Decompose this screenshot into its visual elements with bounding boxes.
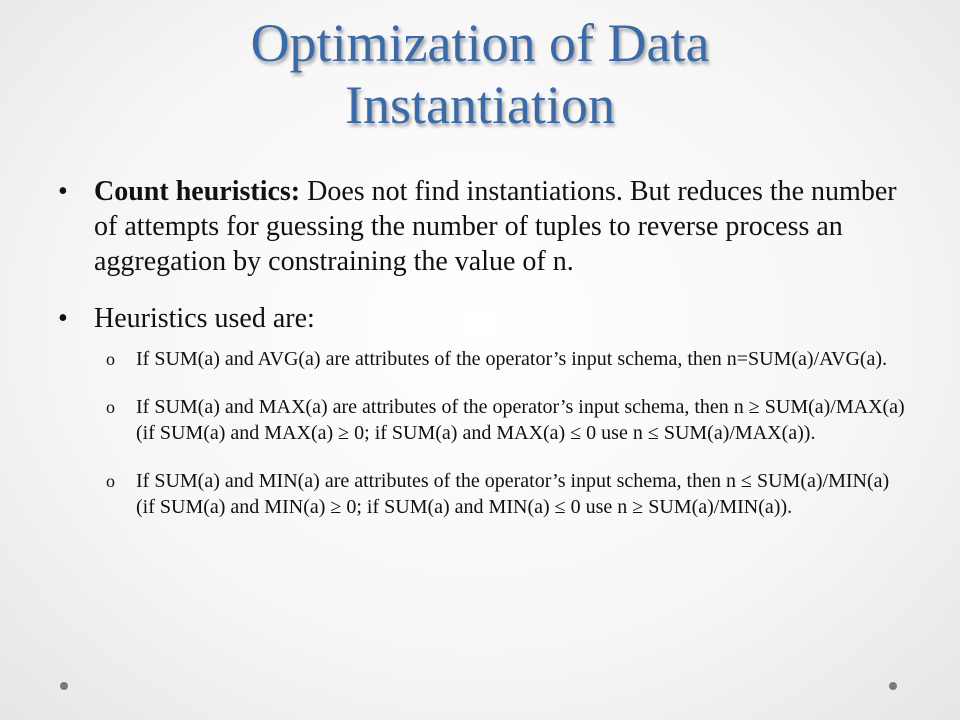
bullet-text: Does not find instantiations. But reduces the number of attempts for guessing the number of tuples to reverse process an aggregation by constraining the value of n.: [94, 176, 897, 277]
corner-dot-right: [889, 682, 897, 690]
bullet-bold-label: Count heuristics:: [94, 176, 301, 207]
corner-dot-left: [60, 682, 68, 690]
sub-bullet-text: If SUM(a) and AVG(a) are attributes of the operator’s input schema, then n=SUM(a)/AVG(a).: [136, 348, 888, 370]
sub-bullet-marker: o: [106, 397, 115, 417]
sub-bullet-max: [58, 394, 908, 446]
slide-title: [40, 12, 920, 136]
title-line-1: Optimization of Data: [250, 13, 710, 73]
sub-bullet-text: If SUM(a) and MAX(a) are attributes of the operator’s input schema, then n ≥ SUM(a)/MAX(a) (if SUM(a) and MAX(a) ≥ 0; if SUM(a) and MAX(a) ≤ 0 use n ≤ SUM(a)/MAX(a)).: [136, 396, 905, 444]
sub-bullet-avg: [58, 346, 908, 372]
title-line-2: Instantiation: [345, 75, 615, 135]
bullet-count-heuristics: [58, 174, 908, 279]
sub-bullet-marker: o: [106, 471, 115, 491]
slide-body: [58, 174, 908, 520]
sub-bullet-marker: o: [106, 349, 115, 369]
sub-bullet-min: [58, 468, 908, 520]
bullet-marker: •: [58, 176, 68, 207]
bullet-marker: •: [58, 303, 68, 334]
bullet-heuristics-used: [58, 301, 908, 336]
bullet-text: Heuristics used are:: [94, 303, 315, 334]
sub-bullet-text: If SUM(a) and MIN(a) are attributes of the operator’s input schema, then n ≤ SUM(a)/MIN(a) (if SUM(a) and MIN(a) ≥ 0; if SUM(a) and MIN(a) ≤ 0 use n ≥ SUM(a)/MIN(a)).: [136, 470, 890, 518]
